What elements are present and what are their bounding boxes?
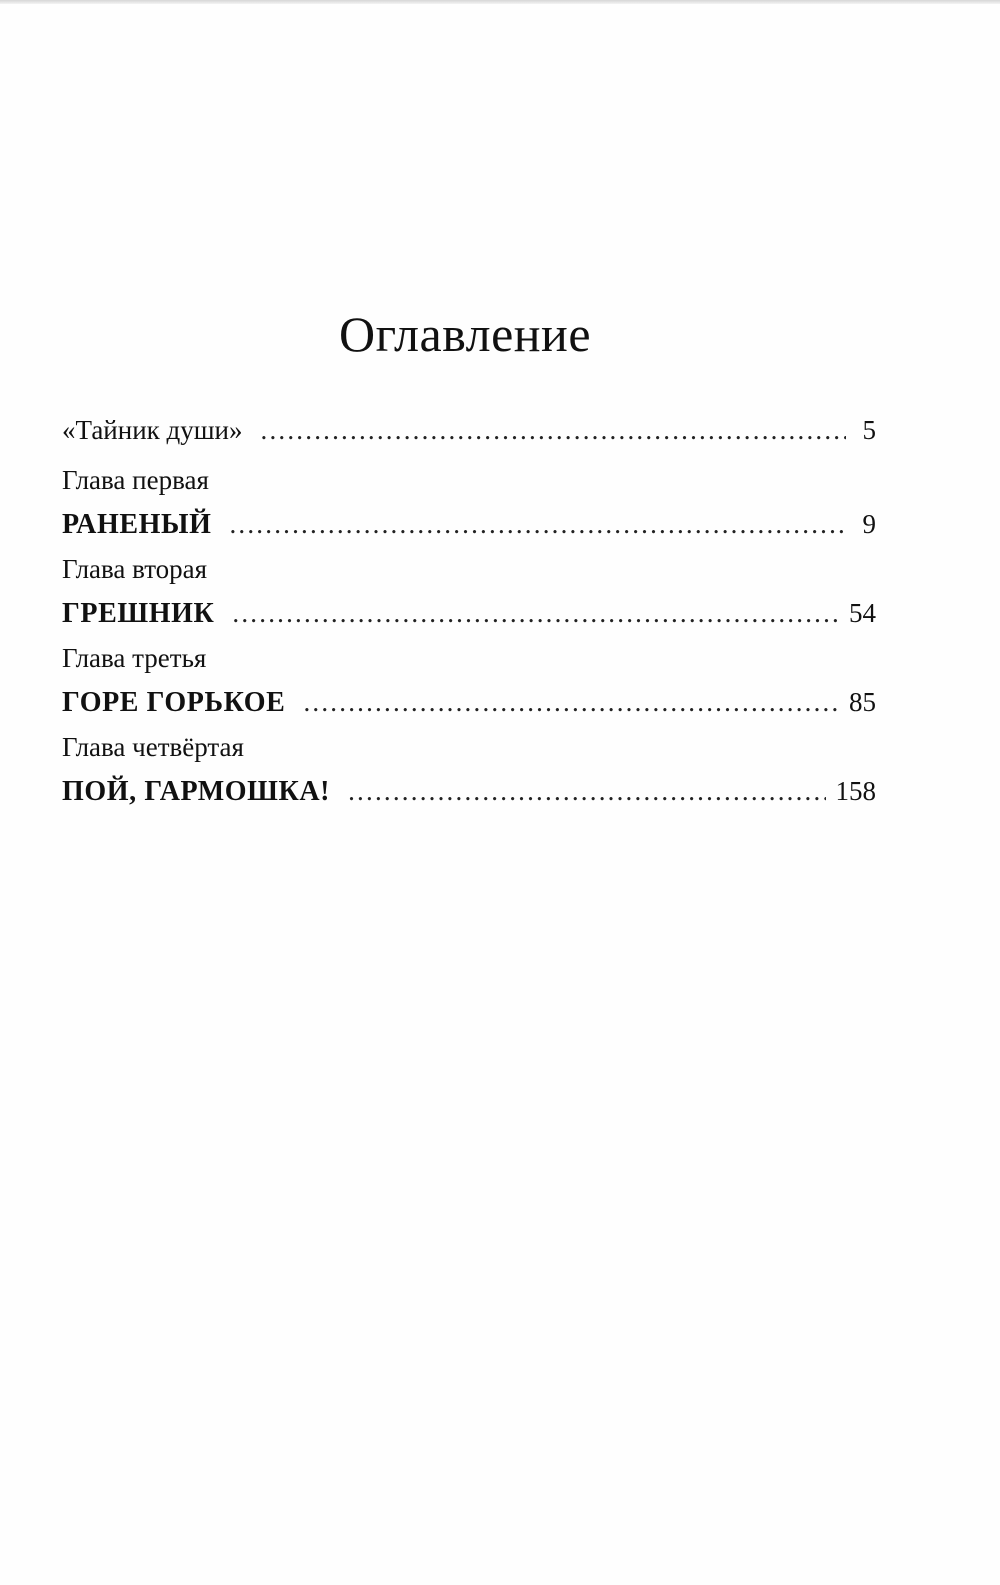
toc-page-number: 9 [862,509,876,539]
toc-page-number: 5 [862,415,876,445]
dot-leader [348,769,825,813]
chapter-title: ГРЕШНИК [62,598,215,629]
chapter-title: РАНЕНЫЙ [62,509,212,540]
dot-leader [303,680,839,724]
table-of-contents [62,408,876,813]
toc-entry [62,769,876,813]
toc-page-number: 158 [835,776,876,806]
page-title: Оглавление [338,305,592,362]
toc-entry-prologue [62,408,876,452]
dot-leader [232,591,839,635]
toc-entry [62,502,876,546]
toc-page-number: 85 [849,687,876,717]
toc-chapter-4 [62,725,876,813]
chapter-number-label: Глава вторая [62,554,208,584]
dot-leader [261,408,847,452]
chapter-number-label: Глава первая [62,465,209,495]
toc-entry-label: «Тайник души» [62,415,243,445]
page-top-edge [0,0,1000,4]
toc-entry [62,591,876,635]
toc-chapter-3 [62,636,876,724]
toc-chapter-2 [62,547,876,635]
chapter-number-label: Глава четвёртая [62,732,244,762]
chapter-number-label: Глава третья [62,643,207,673]
toc-chapter-1 [62,458,876,546]
chapter-title: ГОРЕ ГОРЬКОЕ [62,687,286,718]
toc-entry [62,680,876,724]
dot-leader [229,502,846,546]
toc-page-number: 54 [849,598,876,628]
chapter-title: ПОЙ, ГАРМОШКА! [62,776,331,807]
